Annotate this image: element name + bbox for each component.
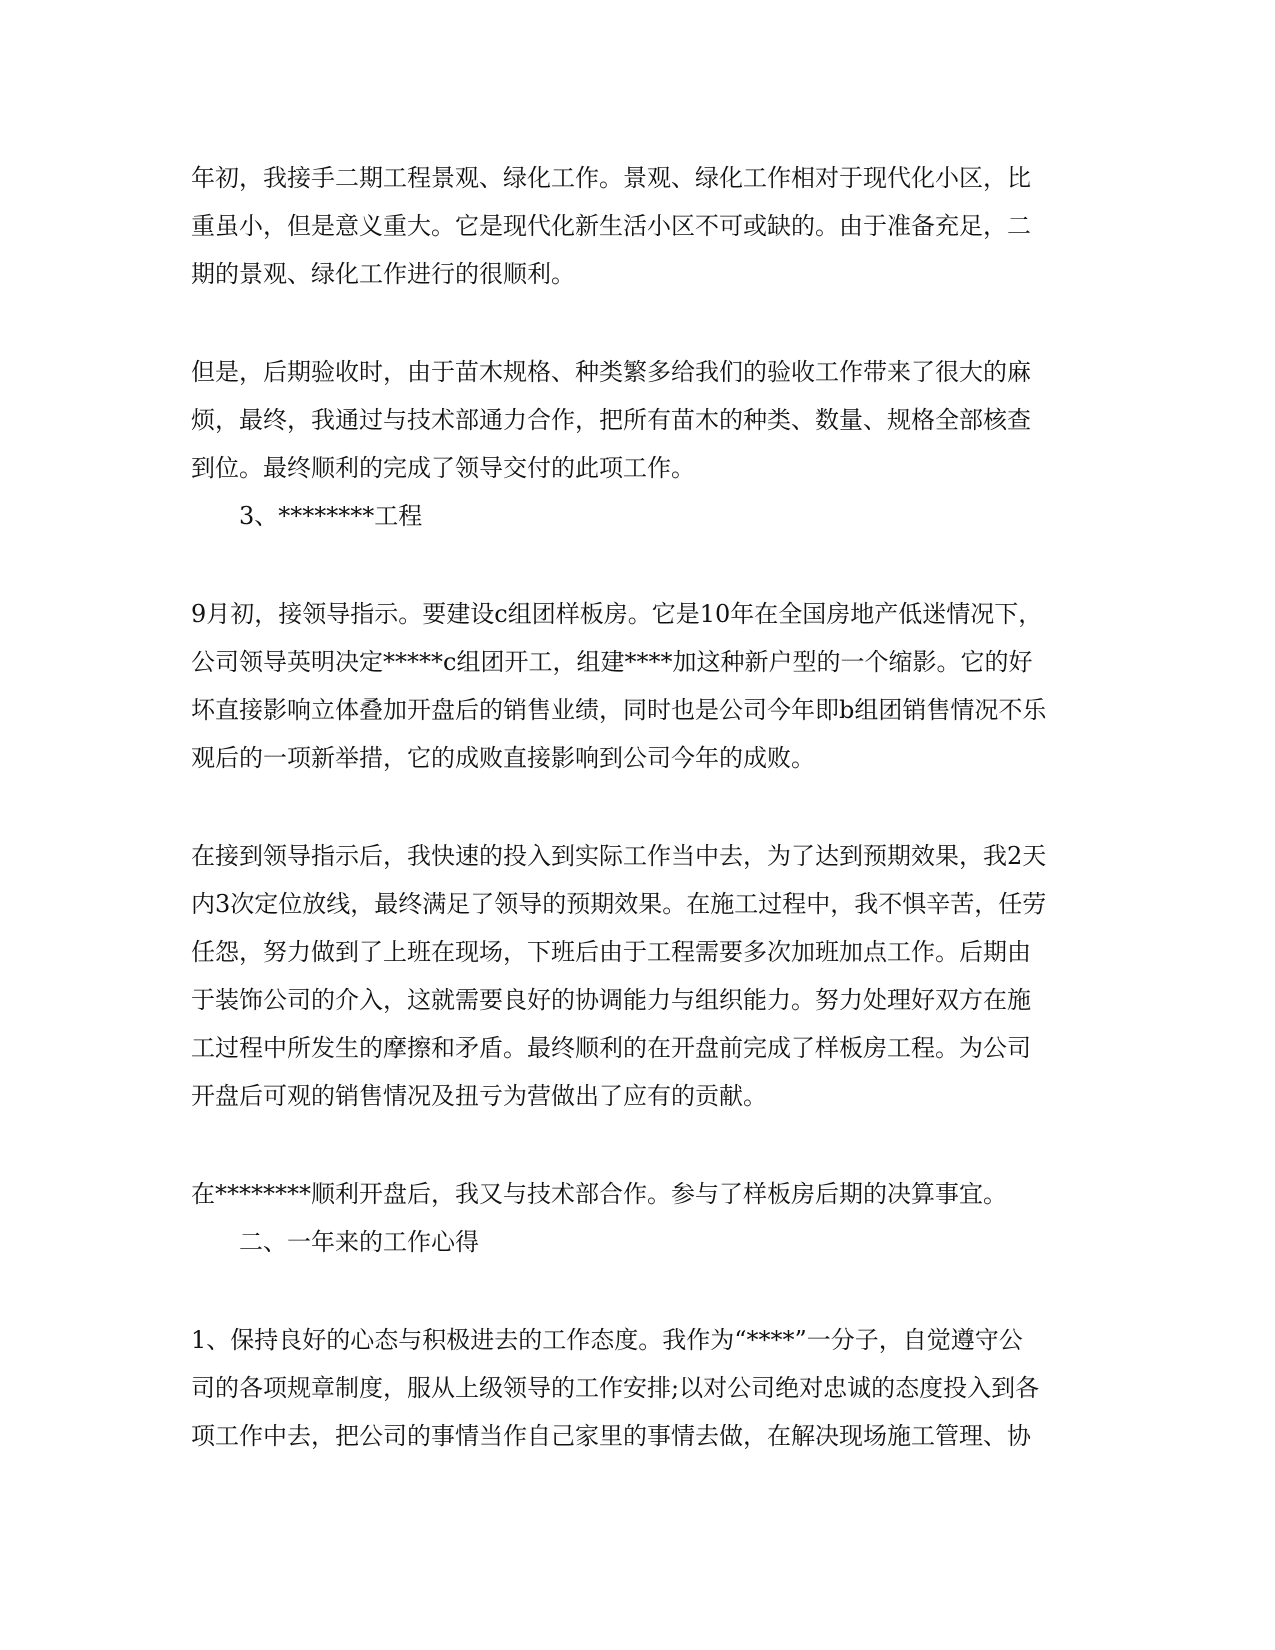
text-line: 观后的一项新举措，它的成败直接影响到公司今年的成败。 (191, 744, 815, 772)
paragraph-settlement (191, 1170, 1076, 1218)
text-line: 工过程中所发生的摩擦和矛盾。最终顺利的在开盘前完成了样板房工程。为公司 (191, 1034, 1031, 1062)
text-line: 重虽小，但是意义重大。它是现代化新生活小区不可或缺的。由于准备充足，二 (191, 212, 1031, 240)
text-line: 但是，后期验收时，由于苗木规格、种类繁多给我们的验收工作带来了很大的麻 (191, 358, 1031, 386)
text-line: 9月初，接领导指示。要建设c组团样板房。它是10年在全国房地产低迷情况下， (191, 600, 1043, 628)
text-line: 烦，最终，我通过与技术部通力合作，把所有苗木的种类、数量、规格全部核查 (191, 406, 1031, 434)
text-line: 到位。最终顺利的完成了领导交付的此项工作。 (191, 454, 695, 482)
text-line: 坏直接影响立体叠加开盘后的销售业绩，同时也是公司今年即b组团销售情况不乐 (191, 696, 1047, 724)
paragraph-acceptance (191, 348, 1076, 492)
paragraph-show-house (191, 590, 1076, 782)
text-line: 司的各项规章制度，服从上级领导的工作安排;以对公司绝对忠诚的态度投入到各 (191, 1374, 1040, 1402)
text-line: 于装饰公司的介入，这就需要良好的协调能力与组织能力。努力处理好双方在施 (191, 986, 1031, 1014)
paragraph-landscaping (191, 154, 1076, 298)
text-line: 任怨，努力做到了上班在现场，下班后由于工程需要多次加班加点工作。后期由 (191, 938, 1031, 966)
paragraph-gap (191, 540, 1076, 590)
paragraph-gap (191, 1120, 1076, 1170)
text-line: 年初，我接手二期工程景观、绿化工作。景观、绿化工作相对于现代化小区，比 (191, 164, 1031, 192)
text-line: 在********顺利开盘后，我又与技术部合作。参与了样板房后期的决算事宜。 (191, 1180, 1007, 1208)
paragraph-construction (191, 832, 1076, 1120)
section-heading-project-3: 3、********工程 (239, 502, 423, 530)
paragraph-gap (191, 1266, 1076, 1316)
text-line: 在接到领导指示后，我快速的投入到实际工作当中去，为了达到预期效果，我2天 (191, 842, 1047, 870)
paragraph-attitude (191, 1316, 1076, 1460)
text-line: 1、保持良好的心态与积极进去的工作态度。我作为“****”一分子，自觉遵守公 (191, 1326, 1023, 1354)
document-body (191, 154, 1076, 1460)
text-line: 内3次定位放线，最终满足了领导的预期效果。在施工过程中，我不惧辛苦，任劳 (191, 890, 1047, 918)
text-line: 公司领导英明决定*****c组团开工，组建****加这种新户型的一个缩影。它的好 (191, 648, 1033, 676)
text-line: 期的景观、绿化工作进行的很顺利。 (191, 260, 575, 288)
paragraph-gap (191, 298, 1076, 348)
text-line: 开盘后可观的销售情况及扭亏为营做出了应有的贡献。 (191, 1082, 767, 1110)
text-line: 项工作中去，把公司的事情当作自己家里的事情去做，在解决现场施工管理、协 (191, 1422, 1031, 1450)
paragraph-gap (191, 782, 1076, 832)
section-heading-experience: 二、一年来的工作心得 (239, 1228, 479, 1256)
